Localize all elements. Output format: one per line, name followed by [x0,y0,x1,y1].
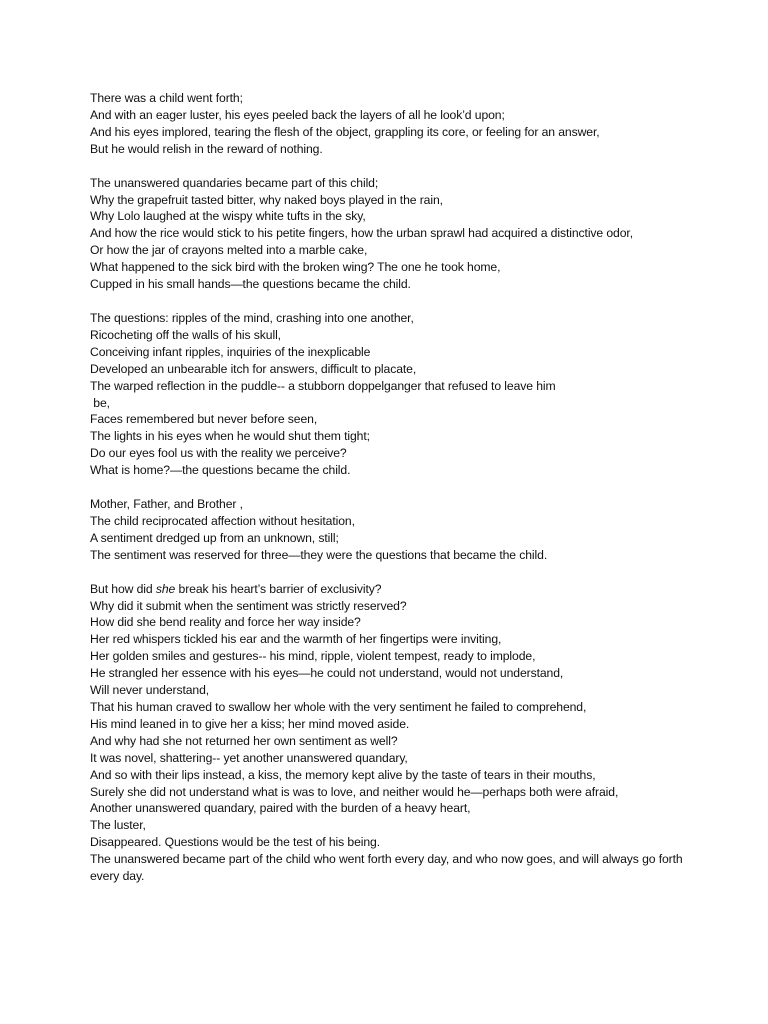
poem-line: Why Lolo laughed at the wispy white tufts in the sky, [90,209,366,224]
poem-line: Why did it submit when the sentiment was strictly reserved? [90,598,407,613]
poem-line: be, [90,395,110,410]
poem-line: The sentiment was reserved for three—they were the questions that became the child. [90,547,548,562]
poem-line: The lights in his eyes when he would shut them tight; [90,429,370,444]
text-run: But how did [90,581,156,596]
poem-line: Disappeared. Questions would be the test of his being. [90,835,380,850]
poem-line-first [90,581,708,598]
poem-line: His mind leaned in to give her a kiss; her mind moved aside. [90,716,410,731]
text-run: break his heart’s barrier of exclusivity? [175,581,382,596]
emphasized-word: she [155,581,176,596]
poem-line: Why the grapefruit tasted bitter, why naked boys played in the rain, [90,192,443,207]
poem-line: How did she bend reality and force her way inside? [90,615,361,630]
poem-line: And why had she not returned her own sentiment as well? [90,733,398,748]
stanza-4 [90,496,708,564]
poem-line: Her golden smiles and gestures-- his mind, ripple, violent tempest, ready to implode, [90,649,536,664]
poem-line: The luster, [90,818,146,833]
poem-line: What happened to the sick bird with the broken wing? The one he took home, [90,260,501,275]
poem-line: Or how the jar of crayons melted into a marble cake, [90,243,368,258]
poem-line: And how the rice would stick to his petite fingers, how the urban sprawl had acquired a distinctive odor, [90,226,633,241]
poem-line: Her red whispers tickled his ear and the warmth of her fingertips were inviting, [90,632,502,647]
poem-line: It was novel, shattering-- yet another unanswered quandary, [90,750,408,765]
poem-line: The warped reflection in the puddle-- a stubborn doppelganger that refused to leave him [90,378,556,393]
poem-line: Surely she did not understand what is was to love, and neither would he—perhaps both were afraid, [90,784,619,799]
poem-line: The unanswered quandaries became part of this child; [90,175,379,190]
poem-line: Faces remembered but never before seen, [90,412,318,427]
poem-line: But he would relish in the reward of nothing. [90,141,323,156]
poem-line: Cupped in his small hands—the questions became the child. [90,277,411,292]
stanza-3 [90,310,708,479]
poem-line: And with an eager luster, his eyes peeled back the layers of all he look’d upon; [90,107,505,122]
poem-line: There was a child went forth; [90,91,243,105]
poem-line: Conceiving infant ripples, inquiries of the inexplicable [90,344,371,359]
stanza-2 [90,175,708,293]
poem-line: Developed an unbearable itch for answers, difficult to placate, [90,361,417,376]
poem-line: What is home?—the questions became the child. [90,463,351,478]
poem-line: The questions: ripples of the mind, crashing into one another, [90,310,414,325]
stanza-1 [90,90,708,158]
poem-line: The child reciprocated affection without hesitation, [90,513,355,528]
poem-line: That his human craved to swallow her whole with the very sentiment he failed to comprehend, [90,700,587,714]
poem-line: And his eyes implored, tearing the flesh of the object, grappling its core, or feeling for an answer, [90,124,600,139]
poem-line: And so with their lips instead, a kiss, the memory kept alive by the taste of tears in their mouths, [90,767,596,782]
poem-line: The unanswered became part of the child who went forth every day, and who now goes, and will always go forth every day. [90,852,683,884]
stanza-5 [90,581,708,885]
poem-line: A sentiment dredged up from an unknown, still; [90,530,339,545]
poem-line: Ricocheting off the walls of his skull, [90,327,281,342]
poem-line: He strangled her essence with his eyes—he could not understand, would not understand, [90,666,564,681]
poem-line: Mother, Father, and Brother , [90,497,243,512]
poem-line: Will never understand, [90,683,210,698]
poem-line: Another unanswered quandary, paired with the burden of a heavy heart, [90,801,471,816]
poem-line: Do our eyes fool us with the reality we perceive? [90,446,347,461]
